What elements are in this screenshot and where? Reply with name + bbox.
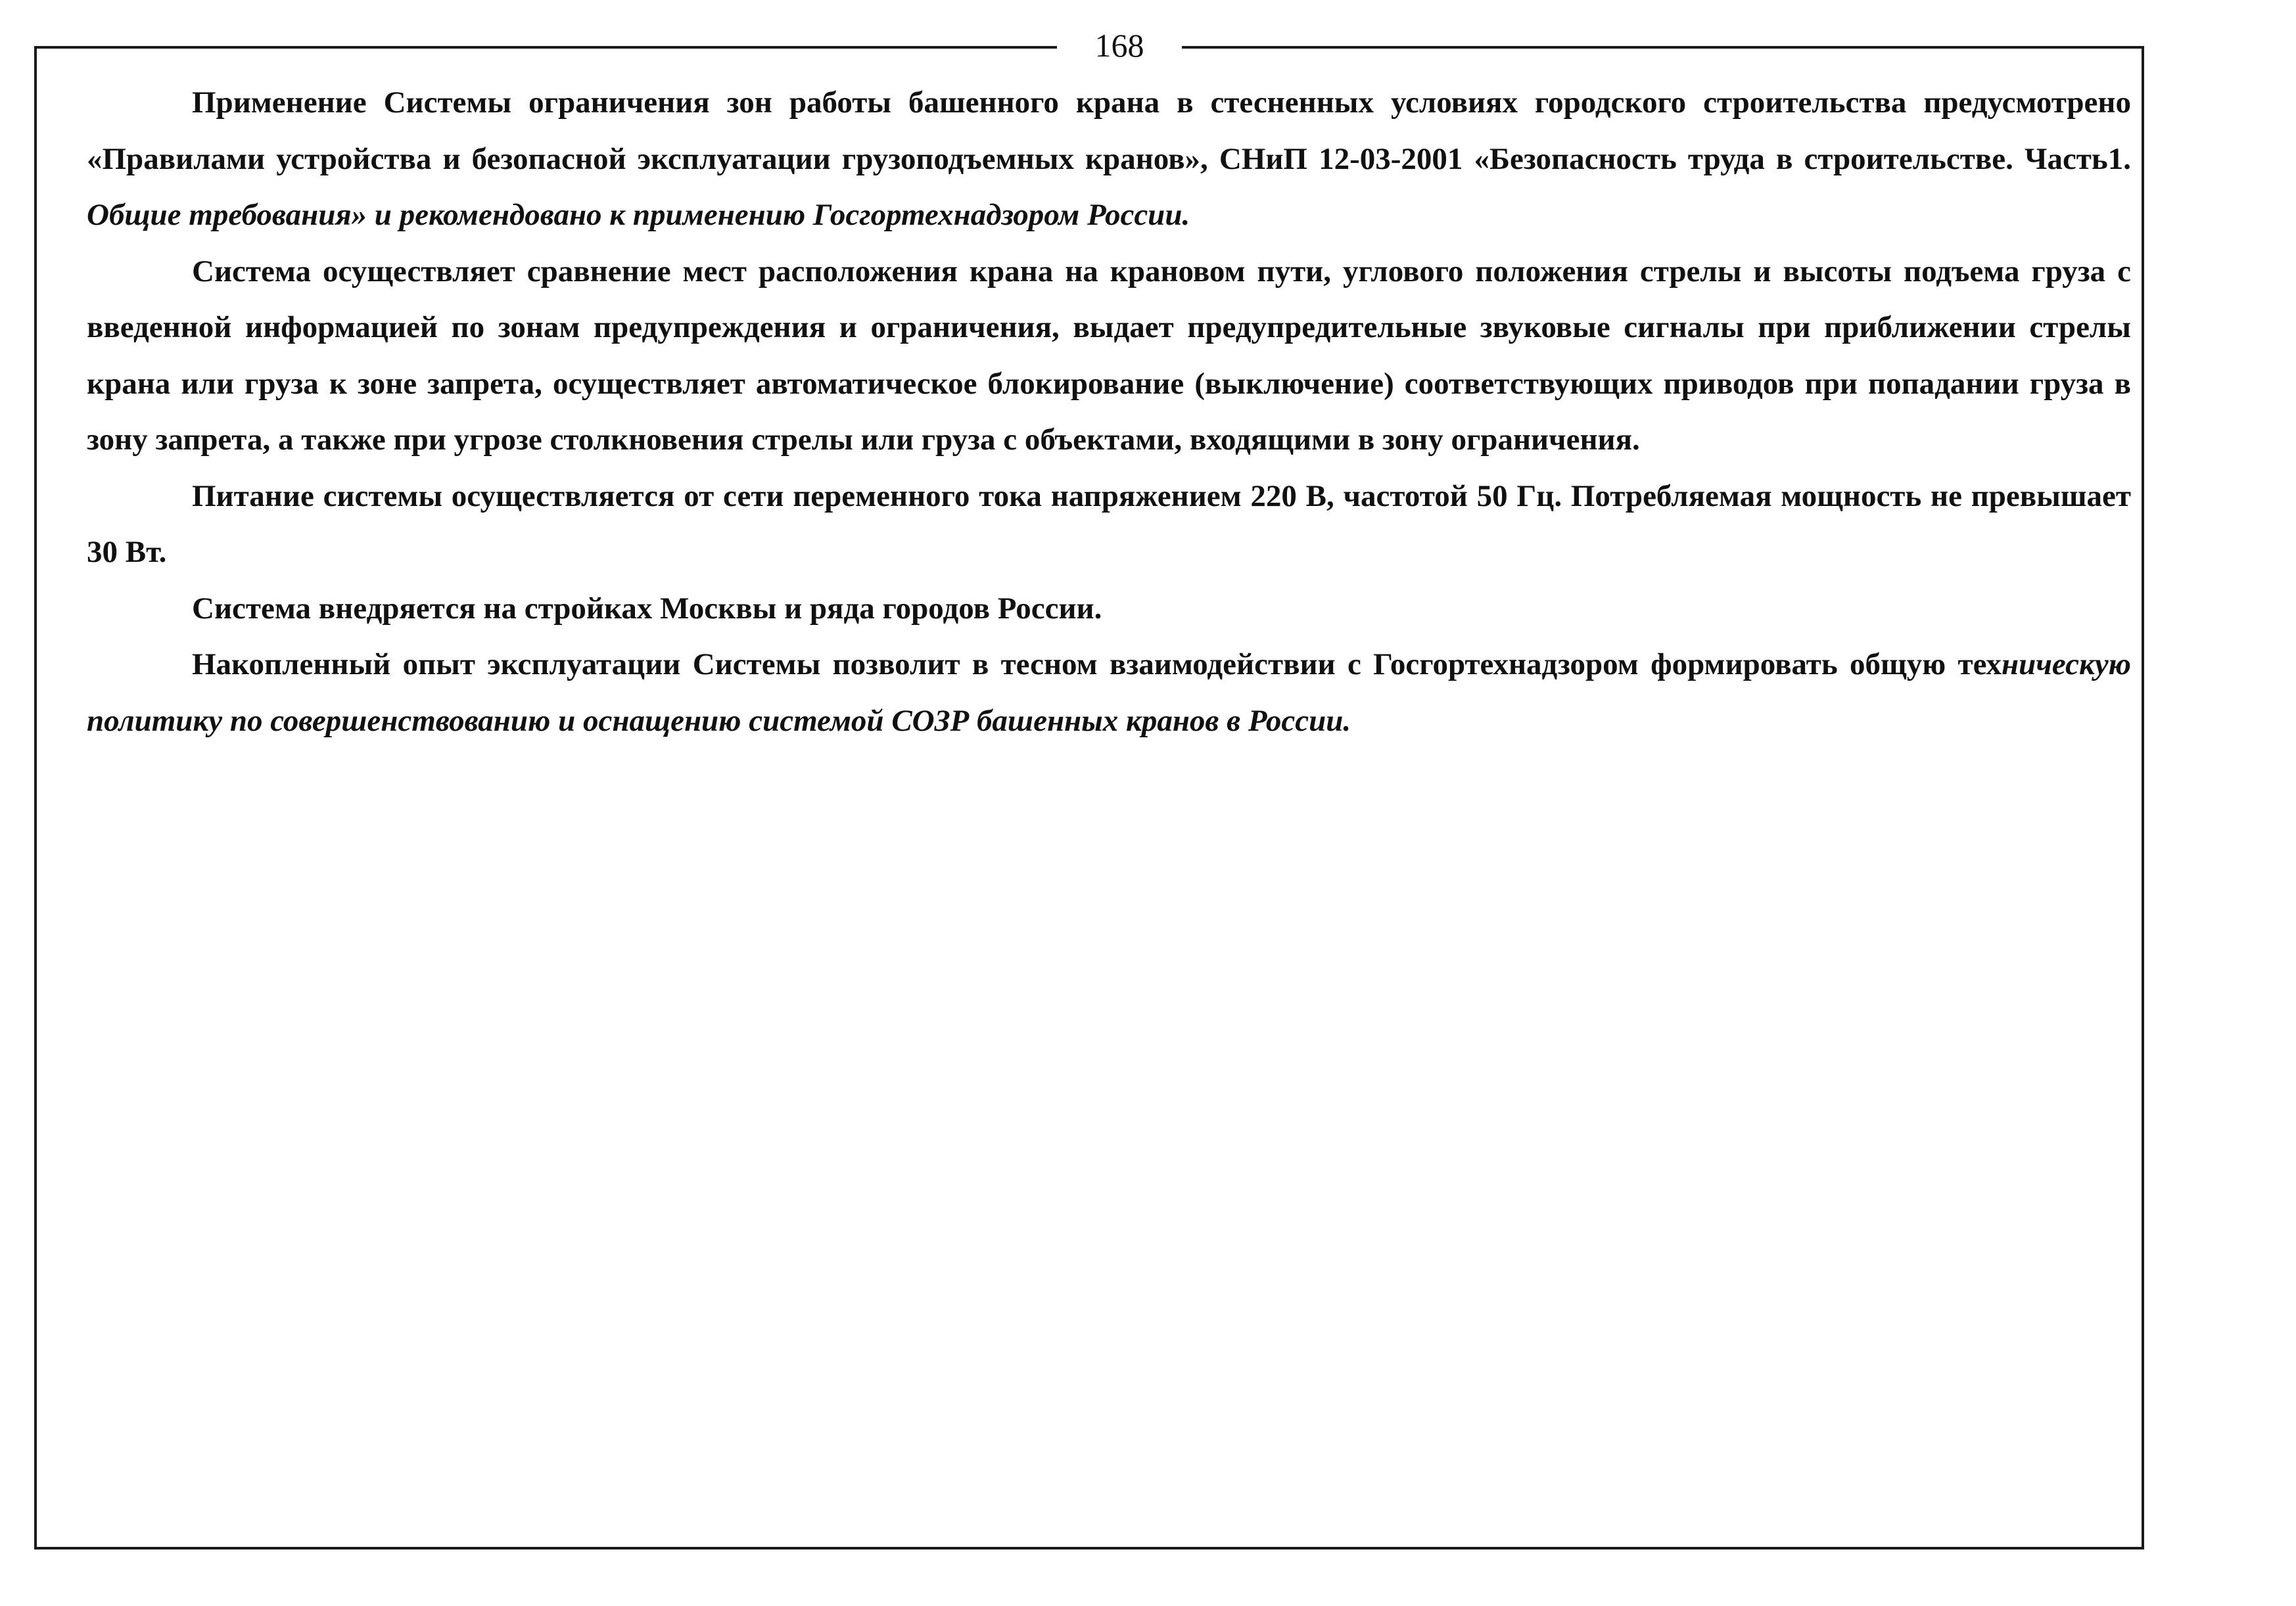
paragraph-function-text: Система осуществляет сравнение мест расположения крана на крановом пути, углового положения стрелы и высоты подъема груза с введенной информацией по зонам предупреждения и ограничения, выдает предупредительные звуковые сигналы при приближении стрелы крана или груза к зоне запрета, осуществляет автоматическое блокирование (выключение) соответствующих приводов при попадании груза в зону запрета, а также при угрозе столкновения стрелы или груза с объектами, входящими в зону ограничения.: [87, 254, 2131, 457]
document-body: [87, 75, 2131, 749]
page-number: 168: [1057, 22, 1182, 68]
paragraph-application: [87, 75, 2131, 244]
paragraph-deployment: [87, 581, 2131, 637]
paragraph-experience: [87, 637, 2131, 749]
paragraph-power: [87, 469, 2131, 581]
paragraph-power-text: Питание системы осуществляется от сети переменного тока напряжением 220 В, частотой 50 Гц. Потребляемая мощность не превышает 30 Вт.: [87, 478, 2131, 569]
paragraph-deployment-text: Система внедряется на стройках Москвы и ряда городов России.: [192, 591, 1102, 626]
paragraph-application-italic: Общие требования» и рекомендовано к применению Госгортехнадзором России.: [87, 198, 1190, 232]
paragraph-function: [87, 244, 2131, 469]
paragraph-experience-italic: ническую политику по совершенствованию и оснащению системой СОЗР башенных кранов в России.: [87, 647, 2131, 738]
paragraph-experience-text: Накопленный опыт эксплуатации Системы позволит в тесном взаимодействии с Госгортехнадзором формировать общую тех: [192, 647, 2002, 681]
paragraph-application-text: Применение Системы ограничения зон работы башенного крана в стесненных условиях городского строительства предусмотрено «Правилами устройства и безопасной эксплуатации грузоподъемных кранов», СНиП 12-03-2001 «Безопасность труда в строительстве. Часть1.: [87, 85, 2131, 176]
